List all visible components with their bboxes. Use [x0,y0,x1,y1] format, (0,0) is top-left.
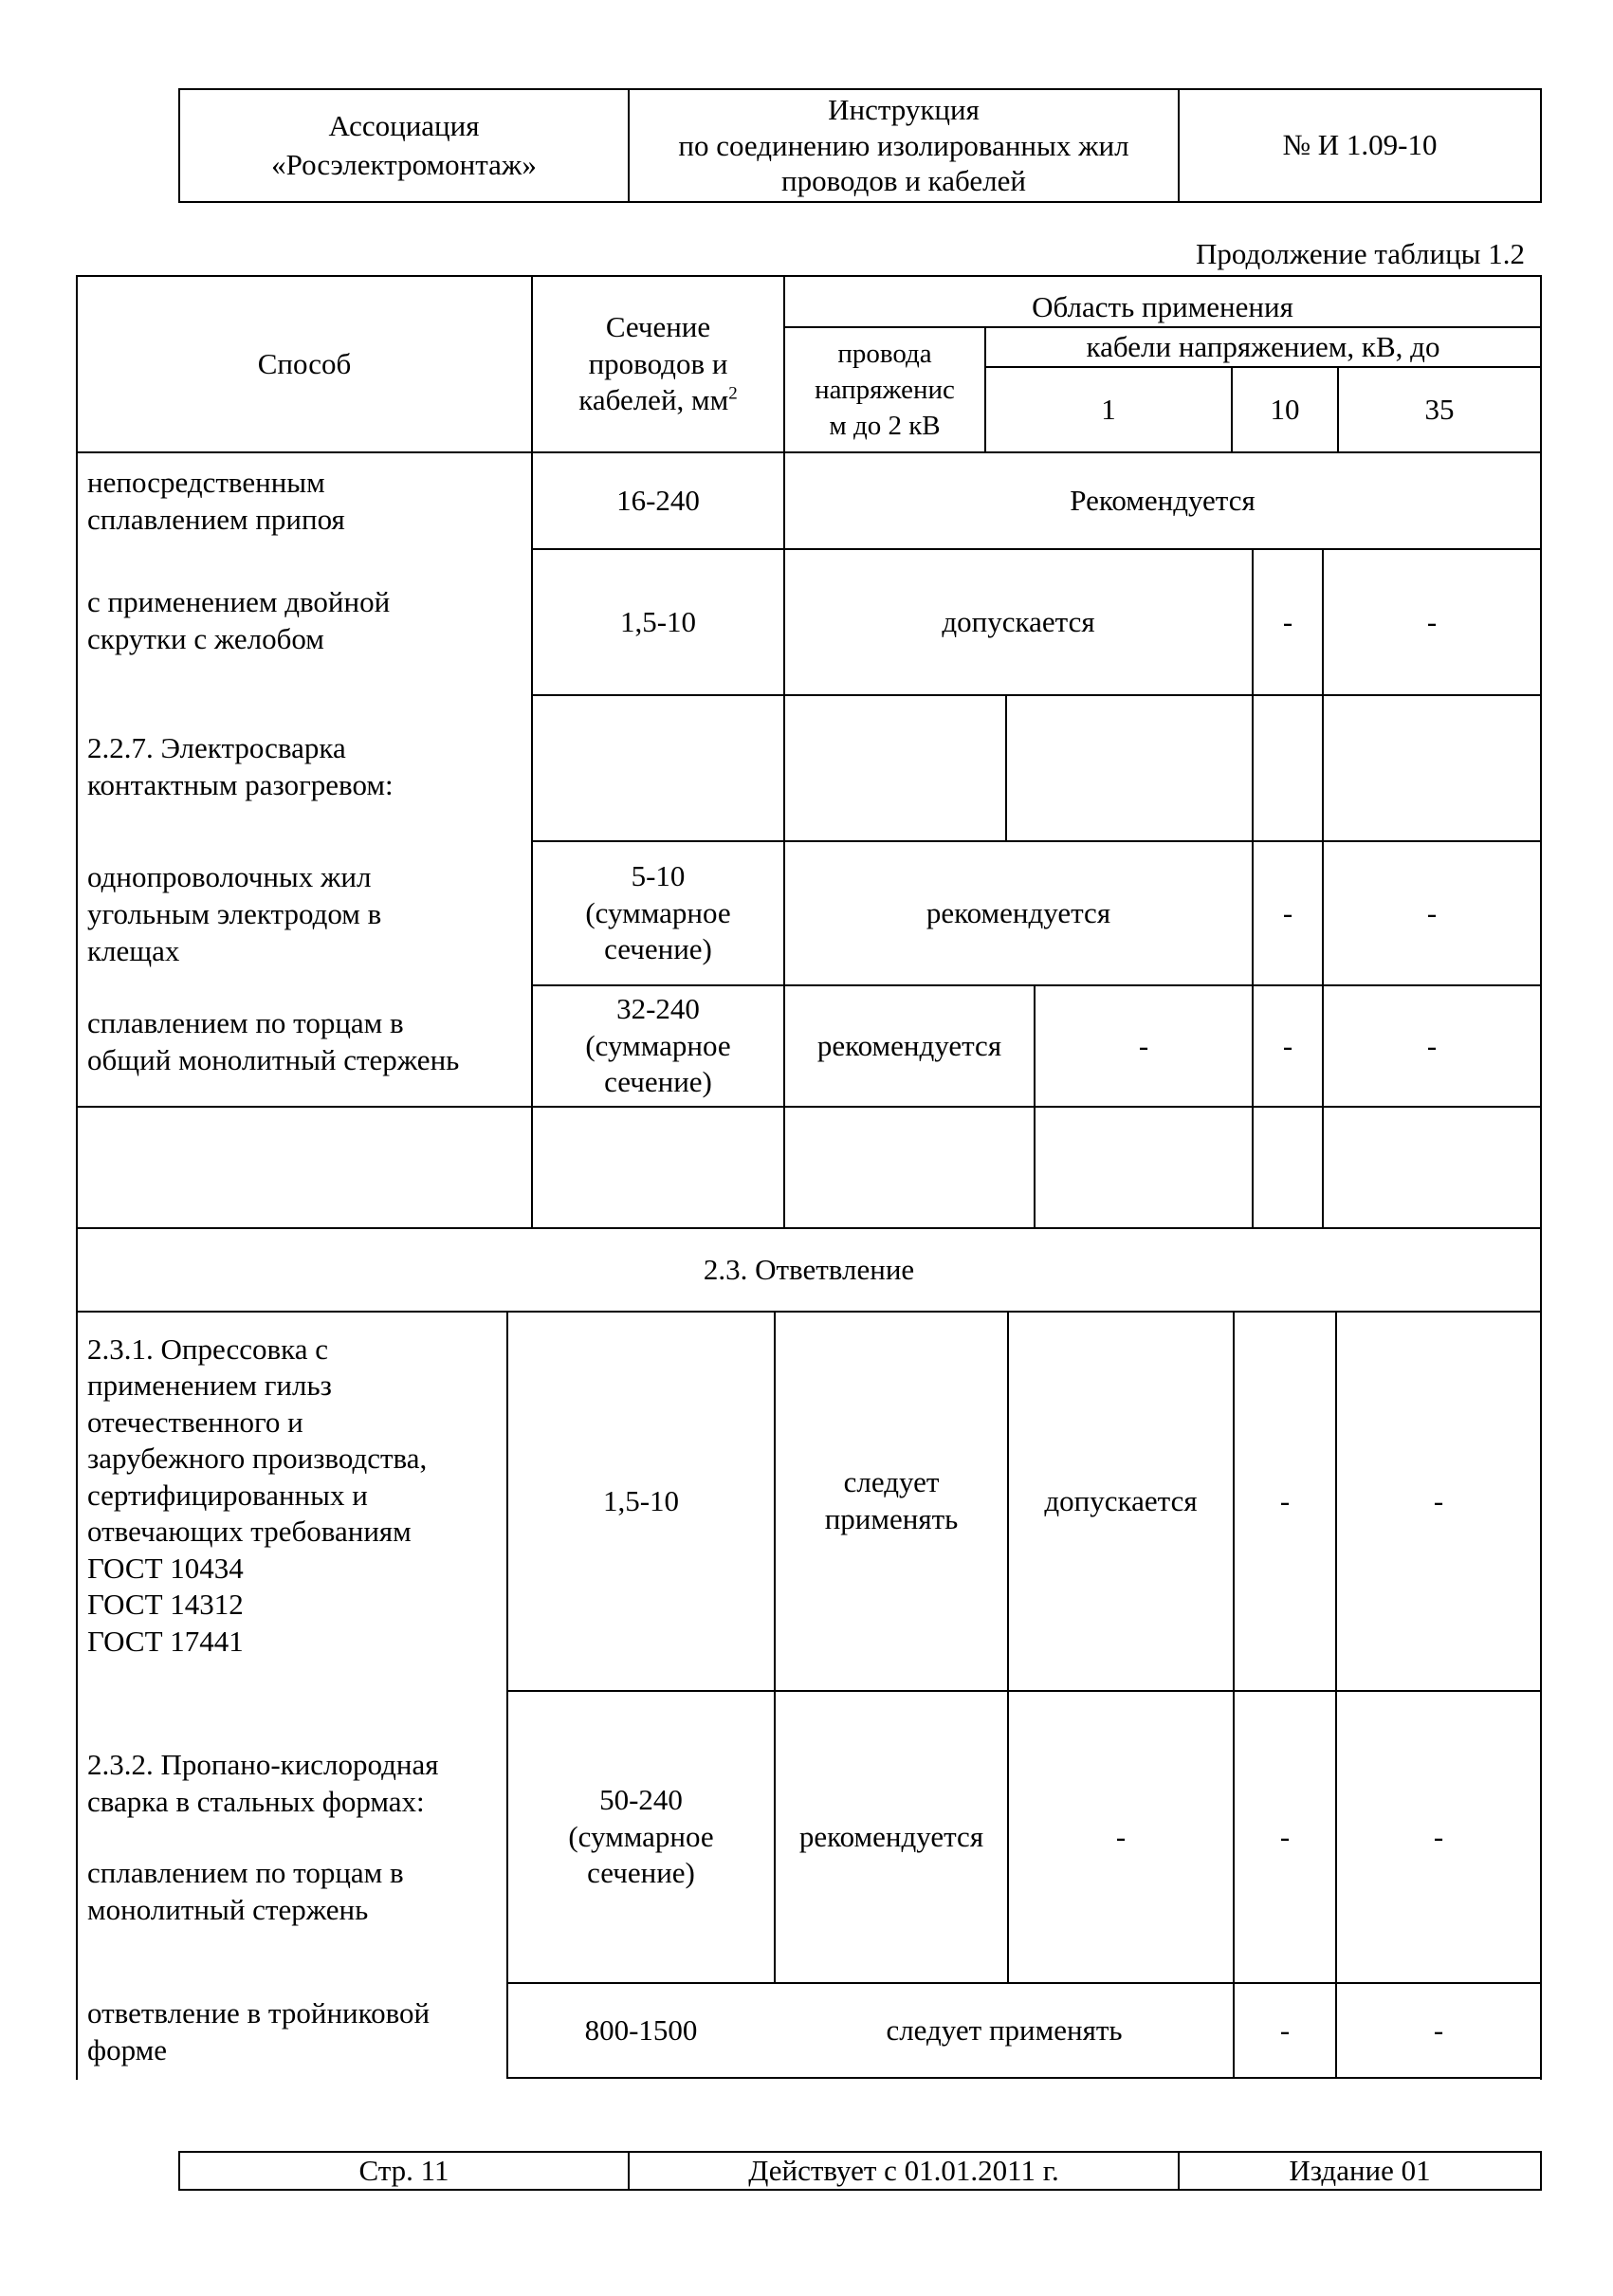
col-1kv-header: 1 [1101,392,1116,426]
organization-name: Ассоциация «Росэлектромонтаж» [271,109,537,181]
row-section: 1,5-10 [619,604,697,638]
row-10kv: - [1279,1483,1291,1517]
row-section: 5-10 (суммарное сечение) [585,858,731,966]
col-method-header: Способ [257,346,352,380]
row-1kv: допускается [1044,1483,1198,1517]
row-10kv: - [1279,2012,1291,2047]
row-method: 2.3.2. Пропано-кислородная сварка в стальных формах: [87,1748,439,1818]
row-application: допускается [942,604,1095,638]
table-caption: Продолжение таблицы 1.2 [1196,237,1525,270]
row-wires: следует применять [824,1465,959,1535]
row-35kv: - [1433,2012,1444,2047]
row-method-sub: сплавлением по торцам в монолитный стержень [87,1856,404,1926]
row-application: Рекомендуется [1070,483,1256,517]
row-section: 16-240 [616,483,700,517]
row-10kv: - [1282,1028,1293,1062]
row-method: 2.3.1. Опрессовка с применением гильз отечественного и зарубежного производства, сертифицированных и отвечающих требованиям ГОСТ 10434 ГОСТ 14312 ГОСТ 17441 [87,1332,428,1658]
row-method: однопроволочных жил угольным электродом в клещах [87,860,382,967]
row-method: сплавлением по торцам в общий монолитный стержень [87,1006,460,1076]
row-35kv: - [1426,1028,1438,1062]
row-35kv: - [1426,604,1438,638]
effective-date: Действует с 01.01.2011 г. [748,2153,1059,2187]
row-wires: рекомендуется [816,1028,1002,1062]
row-10kv: - [1282,604,1293,638]
col-35kv-header: 35 [1424,392,1455,426]
edition: Издание 01 [1289,2153,1431,2187]
row-1kv: - [1115,1819,1127,1853]
row-10kv: - [1282,895,1293,929]
col-section-header-text: Сечение проводов и кабелей, мм [578,309,729,417]
section-heading: 2.3. Ответвление [703,1252,915,1286]
row-wires: рекомендуется [798,1819,984,1853]
row-10kv: - [1279,1819,1291,1853]
document-number: № И 1.09-10 [1282,128,1438,162]
row-35kv: - [1426,895,1438,929]
row-section: 50-240 (суммарное сечение) [568,1782,714,1890]
col-section-header-sup: 2 [728,384,738,405]
col-cables-header: кабели напряжением, кВ, до [1086,329,1440,363]
document-title: Инструкция по соединению изолированных жил проводов и кабелей [678,92,1129,198]
row-1kv: - [1138,1028,1149,1062]
col-section-header [533,277,783,451]
row-application: следует применять [886,2012,1123,2047]
row-35kv: - [1433,1483,1444,1517]
row-method: 2.2.7. Электросварка контактным разогревом: [87,731,394,801]
row-application: рекомендуется [926,895,1111,929]
col-10kv-header: 10 [1270,392,1300,426]
row-35kv: - [1433,1819,1444,1853]
col-area-header: Область применения [1032,289,1293,323]
row-method: непосредственным сплавлением припоя [87,466,345,536]
row-method: с применением двойной скрутки с желобом [87,585,391,655]
row-section: 800-1500 [584,2012,698,2047]
row-section: 1,5-10 [602,1483,680,1517]
col-wires-header: провода напряженис м до 2 кВ [815,339,955,441]
page-number: Стр. 11 [358,2153,449,2187]
row-section: 32-240 (суммарное сечение) [585,991,731,1099]
row-method: ответвление в тройниковой форме [87,1996,431,2066]
